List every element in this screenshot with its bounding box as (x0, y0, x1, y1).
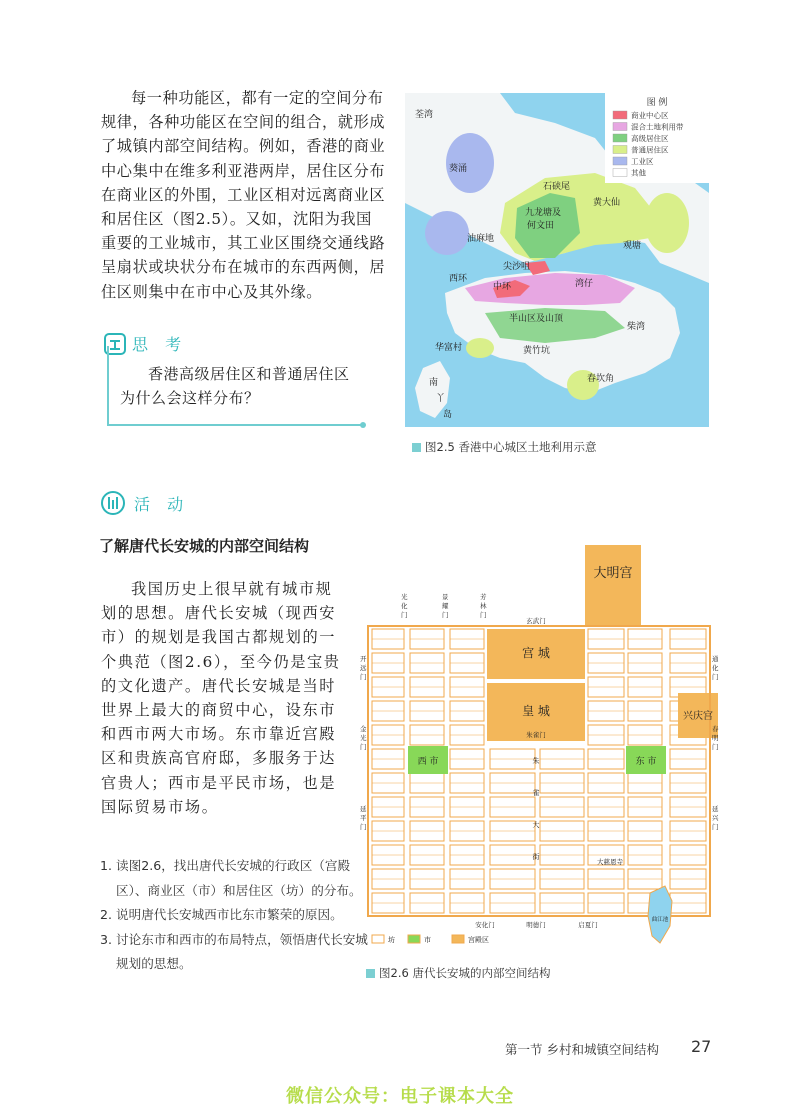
label-daming-palace: 大明宫 (593, 566, 633, 581)
label-mid-levels: 半山区及山顶 (509, 314, 564, 324)
activity-header (100, 490, 189, 516)
gate-right-label: 通化门 (712, 655, 719, 681)
gate-top-label: 景耀门 (442, 593, 449, 619)
activity-heading: 了解唐代长安城的内部空间结构 (99, 537, 310, 555)
label-qujiang-pool: 曲江池 (651, 917, 669, 923)
label-kowloon-tong: 九龙塘及 (525, 208, 562, 218)
gate-right-label: 延兴门 (712, 805, 719, 831)
think-title: 思 考 (132, 335, 188, 354)
legend-swatch (613, 169, 627, 177)
label-street-2: 雀 (532, 789, 540, 797)
label-stanley: 春坎角 (587, 374, 615, 384)
activity-icon (100, 490, 126, 516)
figure-2-5-caption (412, 439, 596, 455)
label-kwai-chung: 葵涌 (449, 164, 468, 174)
label-ho-man-tin: 何文田 (527, 221, 555, 231)
gate-top-label: 芳林门 (480, 593, 487, 619)
legend-swatch (613, 146, 627, 154)
legend-swatch (613, 123, 627, 131)
label-lamma-1: 南 (429, 378, 439, 388)
label-sai-wan: 西环 (449, 274, 468, 284)
label-palace-city: 宫 城 (522, 646, 550, 660)
intro-paragraph: 每一种功能区，都有一定的空间分布规律，各种功能区在空间的组合，就形成了城镇内部空间结构。例如，香港的商业中心集中在维多利亚港两岸，居住区分布在商业区的外围，工业区相对远离商业区和居住区（图2.5）。又如，沈阳为我国重要的工业城市，其工业区围绕交通线路呈扇状或块状分布在城市的东西两侧，居住区则集中在市中心及其外缘。 (101, 89, 386, 301)
caption-marker (412, 443, 421, 452)
figure-2-5-caption-text: 图2.5 香港中心城区土地利用示意 (425, 440, 597, 454)
changan-city-plan (360, 541, 720, 961)
question-item: 3. 讨论东市和西市的布局特点，领悟唐代长安城规划的思想。 (100, 931, 368, 971)
legend-swatch (613, 111, 627, 119)
label-xuanwu-gate: 玄武门 (526, 617, 546, 625)
label-west-market: 西 市 (417, 757, 439, 767)
gate-right-label: 春明门 (712, 725, 719, 751)
map-legend-title: 图 例 (646, 98, 668, 108)
label-wong-chuk-hang: 黄竹坑 (523, 346, 551, 356)
daming-palace (585, 545, 641, 625)
label-kwun-tong: 观塘 (623, 241, 642, 251)
label-tsuen-wan: 荃湾 (415, 110, 434, 120)
city-legend (372, 935, 489, 944)
activity-title: 活 动 (134, 494, 190, 514)
residential-aberdeen (466, 338, 494, 358)
label-qixia-gate: 启夏门 (578, 921, 598, 929)
industrial-zone-2 (425, 211, 469, 255)
caption-marker (366, 969, 375, 978)
label-anhua-gate: 安化门 (475, 921, 495, 929)
label-yau-ma-tei: 油麻地 (467, 234, 495, 244)
hong-kong-land-use-map (405, 93, 709, 427)
label-shek-kip-mei: 石硖尾 (543, 182, 571, 192)
label-tsim-sha-tsui: 尖沙咀 (503, 262, 531, 272)
label-street-1: 朱 (532, 757, 540, 765)
legend-label: 普通居住区 (631, 145, 669, 155)
gate-left-label: 延平门 (360, 805, 367, 831)
qujiang-pool (648, 886, 672, 943)
label-street-3: 大 (532, 821, 540, 829)
legend-label: 高级居住区 (631, 134, 669, 143)
legend-swatch (613, 157, 627, 165)
legend-label: 工业区 (631, 157, 654, 166)
city-legend-swatch (452, 935, 464, 943)
legend-swatch (613, 134, 627, 142)
legend-label: 其他 (631, 168, 646, 178)
label-zhuque-gate: 朱雀门 (526, 731, 546, 739)
label-chai-wan: 柴湾 (627, 322, 646, 332)
figure-2-6-caption-text: 图2.6 唐代长安城的内部空间结构 (379, 966, 551, 980)
figure-2-6-caption (366, 965, 550, 981)
industrial-zone-1 (446, 133, 494, 193)
legend-label: 混合土地利用带 (631, 122, 684, 132)
label-lamma-2: 丫 (436, 394, 446, 404)
city-legend-label: 坊 (388, 936, 395, 944)
label-street-4: 街 (532, 853, 540, 861)
label-imperial-city: 皇 城 (522, 704, 550, 718)
label-lamma-3: 岛 (443, 410, 453, 420)
label-wah-fu: 华富村 (435, 343, 463, 353)
label-east-market: 东 市 (635, 757, 657, 767)
city-legend-swatch (372, 935, 384, 943)
gate-top-label: 光化门 (401, 593, 408, 619)
label-mingde-gate: 明德门 (526, 921, 546, 929)
label-wong-tai-sin: 黄大仙 (593, 198, 621, 208)
page-number: 27 (691, 1037, 712, 1056)
gate-left-label: 金光门 (360, 725, 367, 751)
city-legend-label: 宫殿区 (468, 936, 489, 944)
label-central: 中环 (493, 282, 512, 292)
residential-kwun-tong (645, 193, 689, 253)
question-list (100, 854, 368, 977)
label-wan-chai: 湾仔 (575, 279, 594, 289)
watermark-text: 微信公众号：电子课本大全 (286, 1086, 514, 1107)
question-item: 1. 读图2.6，找出唐代长安城的行政区（宫殿区）、商业区（市）和居住区（坊）的分布。 (100, 858, 362, 898)
city-legend-swatch (408, 935, 420, 943)
legend-label: 商业中心区 (631, 111, 669, 120)
city-legend-label: 市 (424, 936, 431, 944)
footer-section: 第一节 乡村和城镇空间结构 (505, 1042, 659, 1057)
gate-left-label: 开远门 (360, 655, 367, 681)
question-item: 2. 说明唐代长安城西市比东市繁荣的原因。 (100, 907, 343, 922)
think-question: 香港高级居住区和普通居住区为什么会这样分布？ (120, 365, 350, 407)
label-xingqing-palace: 兴庆宫 (683, 711, 713, 722)
activity-paragraph: 我国历史上很早就有城市规划的思想。唐代长安城（现西安市）的规划是我国古都规划的一个典范（图2.6），至今仍是宝贵的文化遗产。唐代长安城是当时世界上最大的商贸中心，设东市和西市两大市场。东市靠近宫殿区和贵族高官府邸，多服务于达官贵人；西市是平民市场，也是国际贸易市场。 (101, 580, 341, 816)
label-dacien-temple: 大慈恩寺 (597, 858, 623, 866)
